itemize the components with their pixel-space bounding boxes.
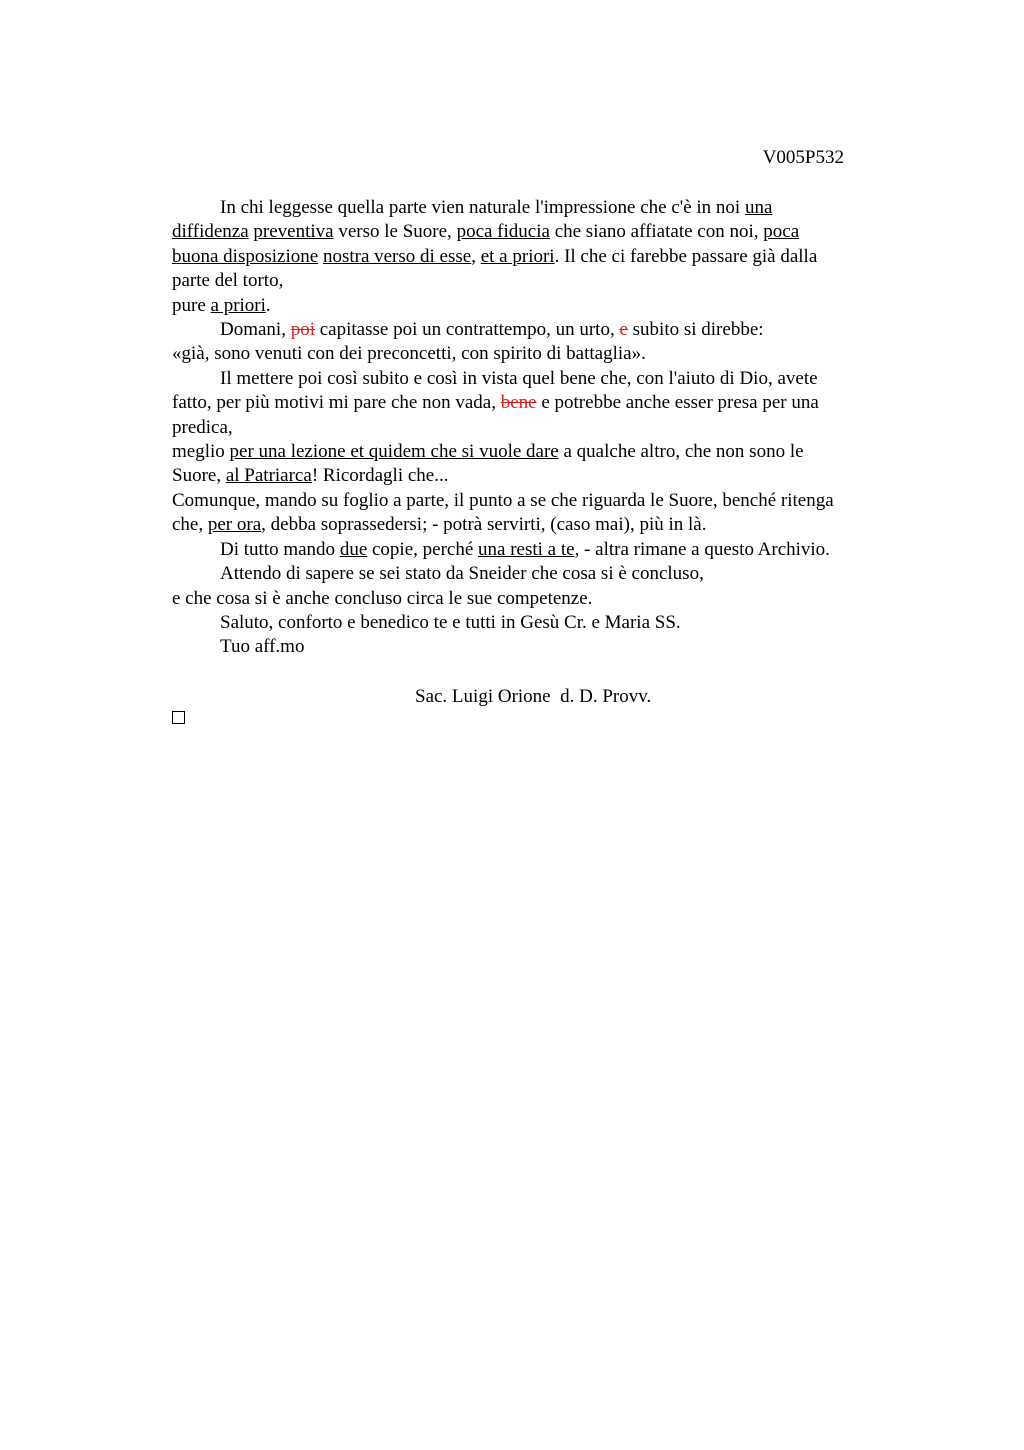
struck-text: e [619, 319, 628, 341]
text-segment: pure [172, 294, 211, 316]
text-segment: . Il che ci farebbe passare già dalla [554, 245, 818, 267]
text-segment: Tuo aff.mo [220, 636, 305, 658]
struck-text: poi [290, 319, 315, 341]
text-segment: che siano affiatate con noi, [549, 221, 764, 243]
text-segment: meglio [172, 441, 230, 463]
text-line [172, 269, 892, 293]
underlined-text: buona disposizione [172, 245, 319, 267]
signature: Sac. Luigi Orione d. D. Provv. [415, 686, 652, 707]
text-segment: predica, [172, 416, 233, 438]
text-segment: capitasse poi un contrattempo, un urto, [315, 319, 620, 341]
underlined-text: nostra verso di esse [322, 245, 472, 267]
text-line [172, 562, 892, 586]
text-segment: fatto, per più motivi mi pare che non vada, [172, 392, 501, 414]
text-line [172, 391, 892, 415]
text-segment: Il mettere poi così subito e così in vista quel bene che, con l'aiuto di Dio, avete [220, 367, 818, 389]
underlined-text: a priori [210, 294, 266, 316]
text-segment: e che cosa si è anche concluso circa le sue competenze. [172, 587, 593, 609]
text-segment: subito si direbbe: [627, 319, 764, 341]
text-line [172, 342, 892, 366]
text-segment: «già, sono venuti con dei preconcetti, con spirito di battaglia». [172, 343, 646, 365]
text-segment: Saluto, conforto e benedico te e tutti in Gesù Cr. e Maria SS. [220, 611, 681, 633]
text-segment: In chi leggesse quella parte vien naturale l'impressione che c'è in noi [220, 197, 745, 218]
text-segment: verso le Suore, [333, 221, 457, 243]
underlined-text: poca [763, 221, 800, 243]
underlined-text: poca fiducia [456, 221, 550, 243]
text-line [172, 611, 892, 635]
text-line [172, 367, 892, 391]
underlined-text: una resti a te [478, 538, 575, 560]
text-line [172, 294, 892, 318]
text-line [172, 538, 892, 562]
text-line [172, 196, 892, 220]
underlined-text: et a priori [480, 245, 555, 267]
text-segment: , debba soprassedersi; - potrà servirti, (caso mai), più in là. [261, 514, 707, 536]
letter-body [172, 196, 892, 660]
text-line [172, 440, 892, 464]
text-segment: a qualche altro, che non sono le [558, 441, 804, 463]
text-segment: Suore, [172, 465, 226, 487]
text-segment: copie, perché [367, 538, 479, 560]
text-segment: Di tutto mando [220, 538, 340, 560]
underlined-text: preventiva [253, 221, 334, 243]
underlined-text: diffidenza [172, 221, 249, 243]
page-id: V005P532 [762, 147, 844, 168]
text-segment: ! Ricordagli che... [311, 465, 449, 487]
underlined-text: al Patriarca [225, 465, 312, 487]
text-line [172, 513, 892, 537]
text-segment: parte del torto, [172, 270, 284, 292]
text-segment: Comunque, mando su foglio a parte, il punto a se che riguarda le Suore, benché ritenga [172, 489, 834, 511]
text-segment: . [265, 294, 271, 316]
text-line [172, 220, 892, 244]
text-segment: , [471, 245, 481, 267]
text-line [172, 587, 892, 611]
text-line [172, 489, 892, 513]
underlined-text: una [744, 197, 773, 218]
text-segment: Attendo di sapere se sei stato da Sneider che cosa si è concluso, [220, 563, 704, 585]
text-segment: , - altra rimane a questo Archivio. [574, 538, 830, 560]
text-line [172, 416, 892, 440]
text-line [172, 245, 892, 269]
underlined-text: per ora [207, 514, 262, 536]
text-line [172, 318, 892, 342]
text-line [172, 635, 892, 659]
underlined-text: per una lezione et quidem che si vuole dare [229, 441, 559, 463]
struck-text: bene [500, 392, 537, 414]
text-segment: e potrebbe anche esser presa per una [536, 392, 819, 414]
square-box-icon [172, 711, 185, 724]
underlined-text: due [339, 538, 368, 560]
text-line [172, 464, 892, 488]
text-segment: Domani, [220, 319, 291, 341]
text-segment: che, [172, 514, 208, 536]
